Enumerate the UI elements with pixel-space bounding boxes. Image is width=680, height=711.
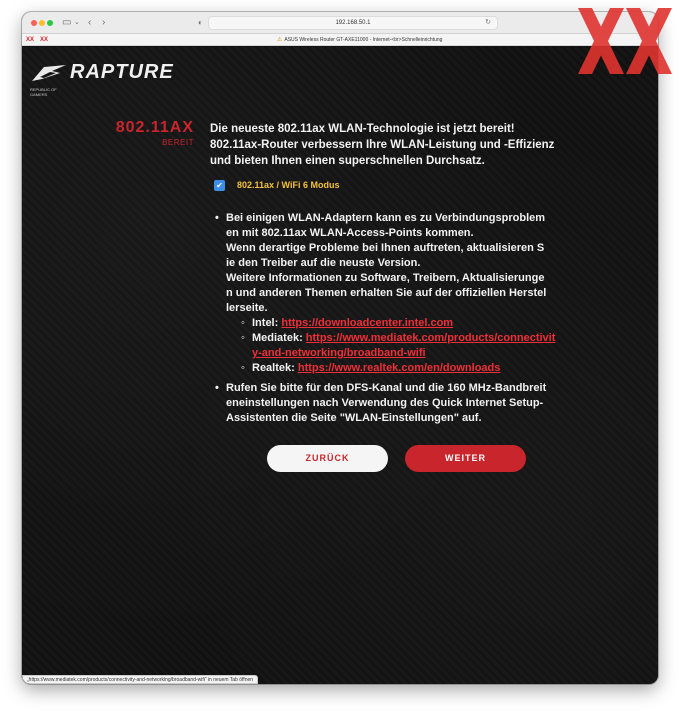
xx-watermark-logo — [578, 8, 672, 74]
sidebar-icon[interactable]: ▭ — [62, 17, 72, 28]
reload-icon[interactable]: ↻ — [485, 19, 491, 26]
text-line: Wenn derartige Probleme bei Ihnen auftreten, aktualisieren S — [226, 242, 545, 254]
next-button[interactable]: WEITER — [405, 445, 526, 472]
chevron-down-icon[interactable]: ⌄ — [74, 19, 80, 26]
product-logo-text: RAPTURE — [70, 61, 174, 83]
wifi-standard-status: BEREIT — [162, 138, 194, 147]
text-line: Assistenten die Seite "WLAN-Einstellungen" auf. — [226, 412, 482, 424]
back-arrow-icon[interactable]: ‹ — [88, 17, 92, 28]
forward-arrow-icon[interactable]: › — [102, 17, 106, 28]
active-tab-title: ASUS Wireless Router GT-AXE11000 - Internet-<br>Schnelleinrichtung — [284, 37, 443, 43]
vendor-intel — [226, 316, 575, 331]
text-line: eneinstellungen nach Verwendung des Quick Internet Setup- — [226, 397, 544, 409]
pinned-tab-favicon-2[interactable]: XX — [40, 37, 49, 43]
vendor-label: Intel: — [252, 317, 282, 329]
intro-text: Die neueste 802.11ax WLAN-Technologie ist jetzt bereit! 802.11ax-Router verbessern Ihre WLAN-Leistung und -Effizienz und bieten Ihnen einen superschnellen Durchsatz. — [210, 123, 555, 167]
rog-logo — [30, 61, 210, 101]
browser-window — [22, 12, 658, 684]
wifi6-mode-label: 802.11ax / WiFi 6 Modus — [237, 180, 340, 190]
text-line: n und anderen Themen erhalten Sie auf der offiziellen Herstel — [226, 287, 547, 299]
realtek-download-link[interactable]: https://www.realtek.com/en/downloads — [297, 362, 501, 374]
text-line: lerseite. — [226, 302, 268, 314]
list-item-driver-info — [215, 211, 575, 376]
text-line: • Rufen Sie bitte für den DFS-Kanal und die 160 MHz-Bandbreit — [226, 382, 547, 394]
tab-bar — [22, 34, 658, 46]
minimize-window-button[interactable] — [39, 20, 45, 26]
list-item-dfs-info — [215, 381, 575, 426]
wifi6-mode-checkbox[interactable]: ✔ — [214, 180, 225, 191]
text-line: ie den Treiber auf die neuste Version. — [226, 257, 421, 269]
wifi-standard-title: 802.11AX — [115, 119, 194, 136]
mediatek-download-link[interactable]: https://www.mediatek.com/products/connectivit — [305, 332, 556, 344]
vendor-label: Realtek: — [252, 362, 298, 374]
vendor-label: Mediatek: — [252, 332, 306, 344]
intel-download-link[interactable]: https://downloadcenter.intel.com — [281, 317, 454, 329]
rog-subtitle: REPUBLIC OF GAMERS — [30, 87, 57, 97]
vendor-mediatek — [226, 331, 575, 361]
vendor-realtek — [226, 361, 575, 376]
maximize-window-button[interactable] — [47, 20, 53, 26]
info-list — [215, 211, 575, 431]
browser-toolbar — [22, 12, 658, 34]
warning-icon: ⚠ — [277, 37, 283, 43]
back-button[interactable]: ZURÜCK — [267, 445, 388, 472]
router-setup-page — [22, 47, 658, 684]
address-text: 192.168.50.1 — [335, 20, 371, 26]
pinned-tab-favicon-1[interactable]: XX — [26, 37, 35, 43]
text-line: Weitere Informationen zu Software, Treibern, Aktualisierunge — [226, 272, 545, 284]
text-line: en mit 802.11ax WLAN-Access-Points kommen. — [226, 227, 474, 239]
link-status-bar: „https://www.mediatek.com/products/connectivity-and-networking/broadband-wifi“ in neuem Tab öffnen — [22, 675, 258, 684]
address-bar[interactable] — [208, 16, 498, 30]
mediatek-download-link-cont[interactable]: y-and-networking/broadband-wifi — [252, 347, 426, 359]
rog-eye-icon — [30, 61, 70, 87]
text-line: • Bei einigen WLAN-Adaptern kann es zu Verbindungsproblem — [226, 212, 546, 224]
close-window-button[interactable] — [31, 20, 37, 26]
active-tab[interactable] — [277, 35, 442, 45]
privacy-shield-icon[interactable]: ◐ — [198, 18, 203, 27]
